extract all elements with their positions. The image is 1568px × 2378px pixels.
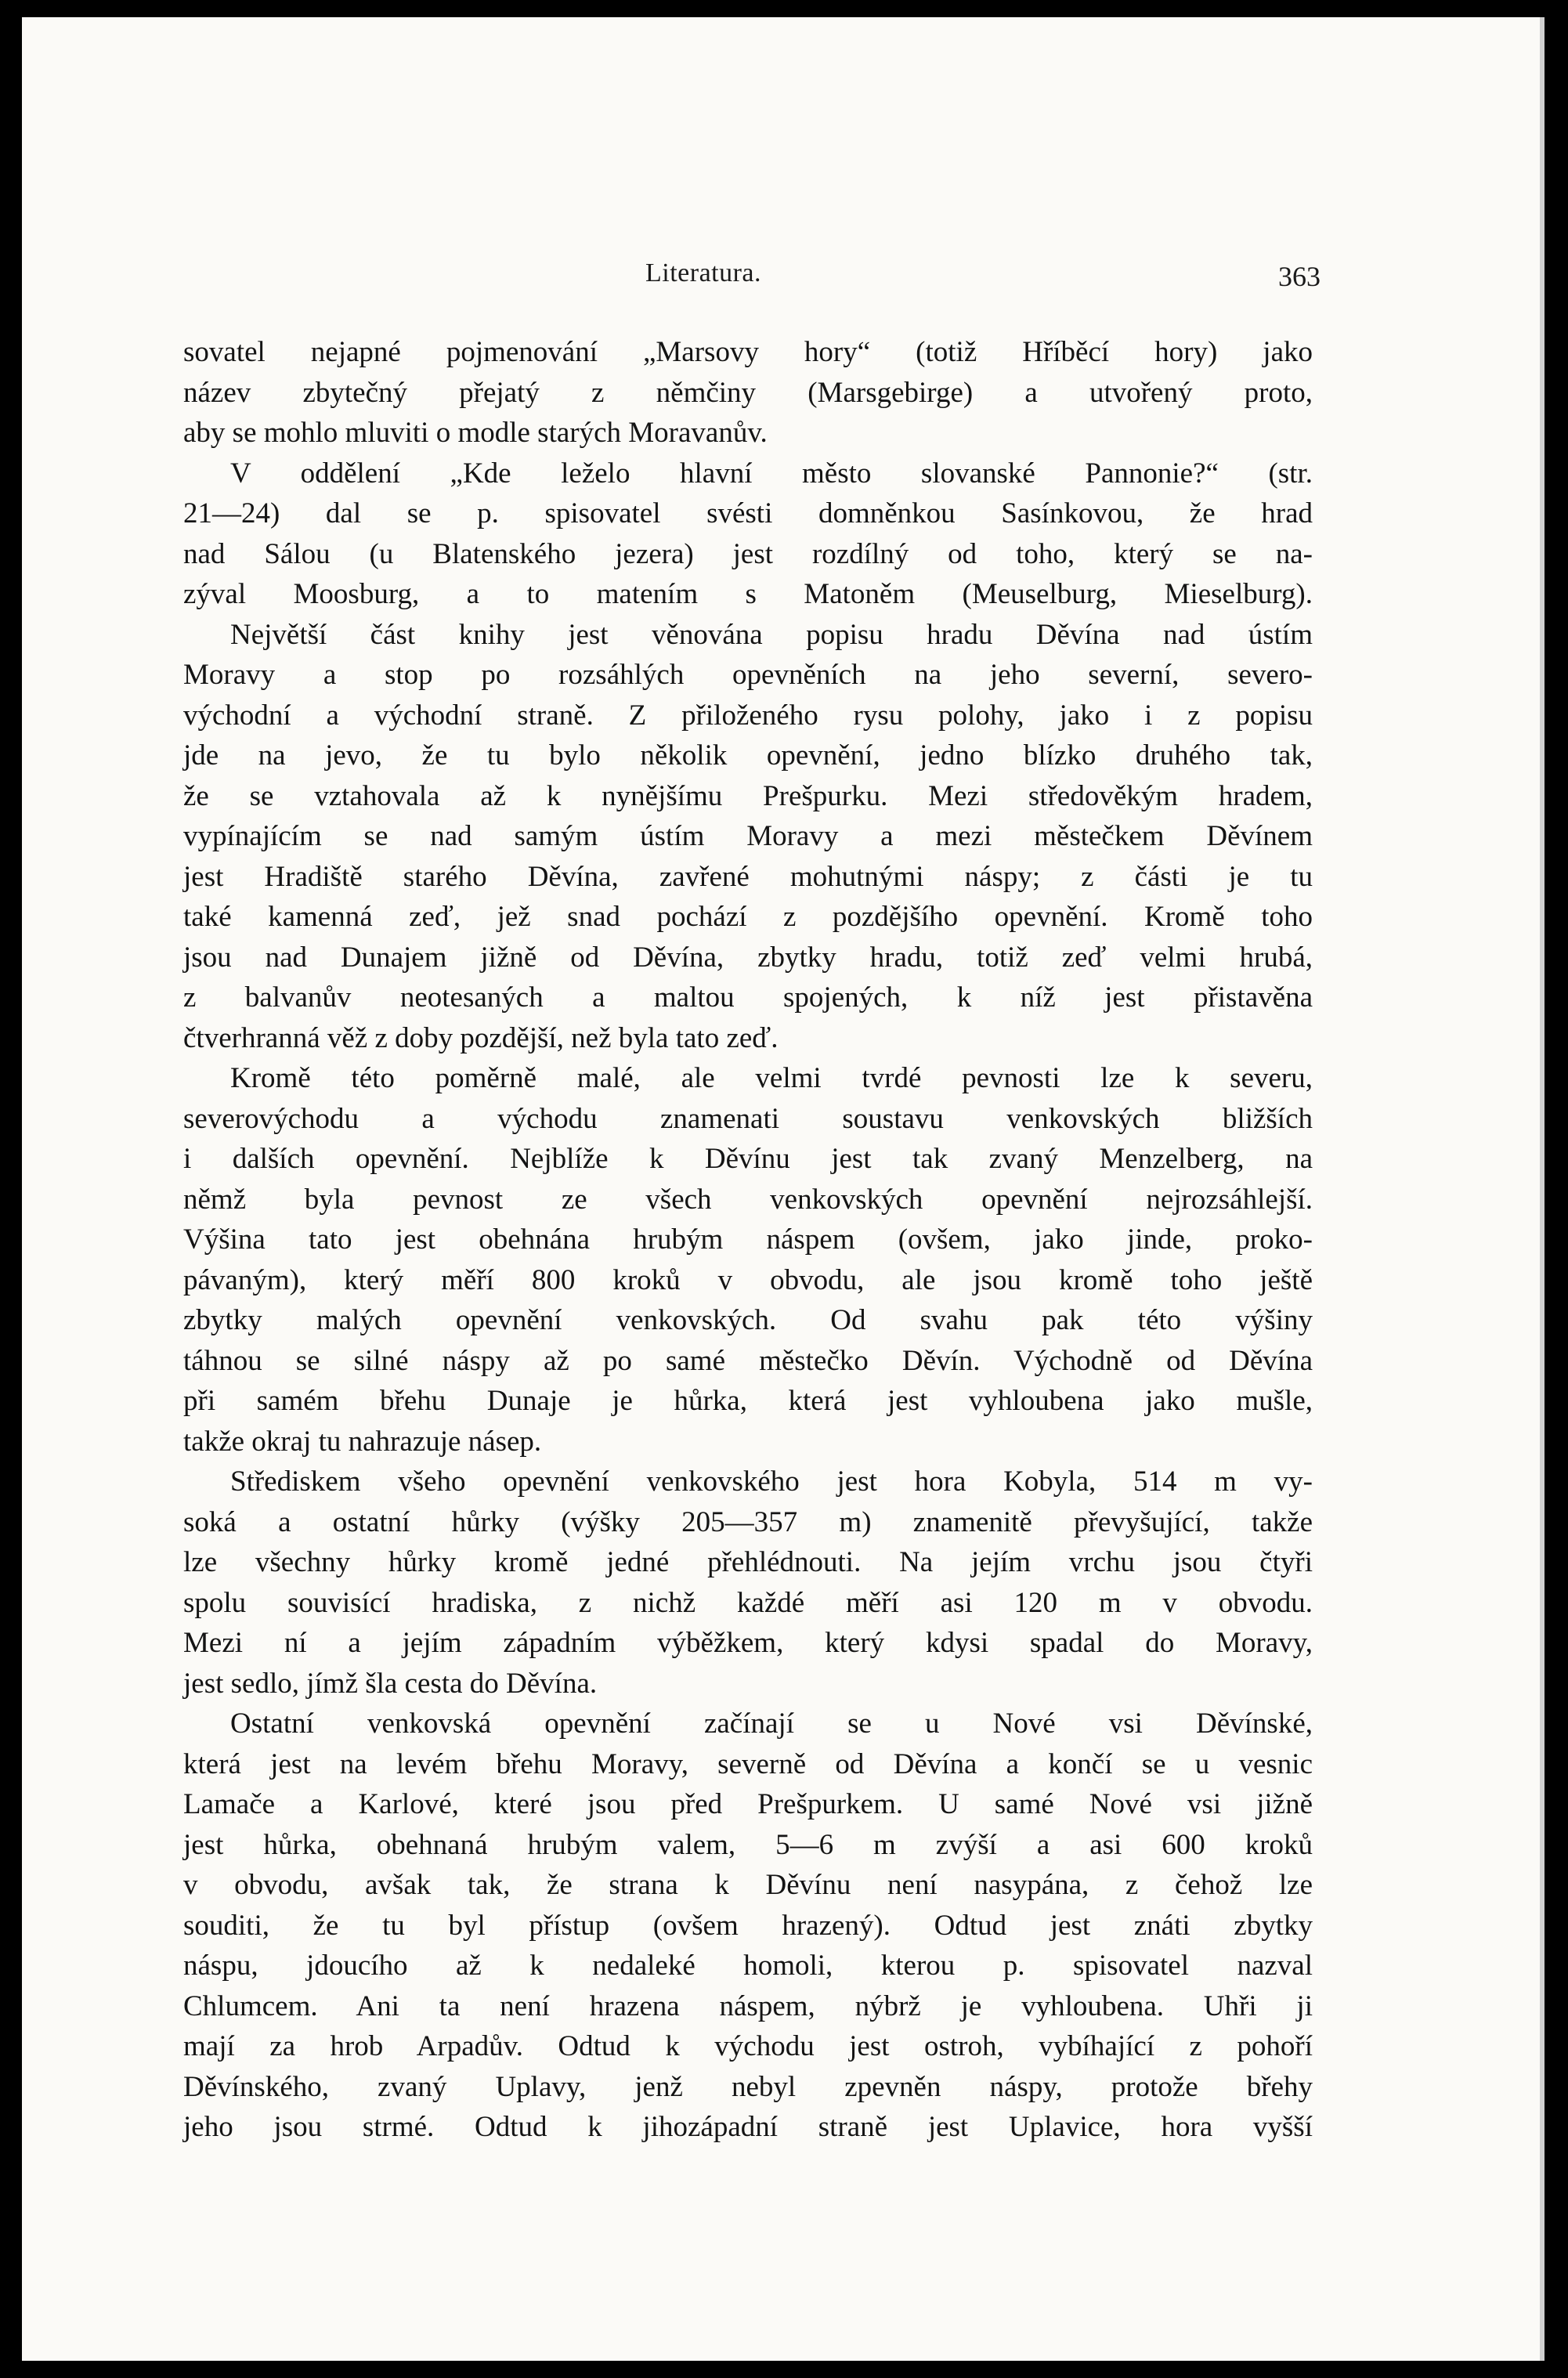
text-line: nad Sálou (u Blatenského jezera) jest rozdílný od toho, který se na- xyxy=(183,537,1313,570)
text-line: že se vztahovala až k nynějšímu Prešpurku. Mezi středověkým hradem, xyxy=(183,779,1313,812)
text-line: táhnou se silné náspy až po samé městečko Děvín. Východně od Děvína xyxy=(183,1344,1313,1377)
text-line: i dalších opevnění. Nejblíže k Děvínu jest tak zvaný Menzelberg, na xyxy=(183,1143,1313,1175)
text-line: 21—24) dal se p. spisovatel svésti domněnkou Sasínkovou, že hrad xyxy=(183,497,1313,529)
text-line: souditi, že tu byl přístup (ovšem hrazený). Odtud jest znáti zbytky xyxy=(183,1909,1313,1942)
text-line: Největší část knihy jest věnována popisu hradu Děvína nad ústím xyxy=(230,618,1313,651)
text-line: zbytky malých opevnění venkovských. Od svahu pak této výšiny xyxy=(183,1304,1313,1336)
text-line: Výšina tato jest obehnána hrubým náspem (ovšem, jako jinde, proko- xyxy=(183,1223,1313,1256)
text-line: pávaným), který měří 800 kroků v obvodu, ale jsou kromě toho ještě xyxy=(183,1263,1313,1296)
text-line: čtverhranná věž z doby pozdější, než byla tato zeď. xyxy=(183,1021,779,1054)
text-line: Kromě této poměrně malé, ale velmi tvrdé pevnosti lze k severu, xyxy=(230,1062,1313,1094)
text-line: jeho jsou strmé. Odtud k jihozápadní straně jest Uplavice, hora vyšší xyxy=(183,2111,1313,2143)
text-line: vypínajícím se nad samým ústím Moravy a mezi městečkem Děvínem xyxy=(183,820,1313,852)
text-line: mají za hrob Arpadův. Odtud k východu jest ostroh, vybíhající z pohoří xyxy=(183,2030,1313,2062)
text-line: Střediskem všeho opevnění venkovského jest hora Kobyla, 514 m vy- xyxy=(230,1465,1313,1498)
text-line: jde na jevo, že tu bylo několik opevnění, jedno blízko druhého tak, xyxy=(183,739,1313,772)
text-line: spolu souvisící hradiska, z nichž každé měří asi 120 m v obvodu. xyxy=(183,1586,1313,1619)
text-line: jest hůrka, obehnaná hrubým valem, 5—6 m zvýší a asi 600 kroků xyxy=(183,1828,1313,1861)
text-line: Ostatní venkovská opevnění začínají se u Nové vsi Děvínské, xyxy=(230,1708,1313,1740)
text-line: náspu, jdoucího až k nedaleké homoli, kterou p. spisovatel nazval xyxy=(183,1950,1313,1982)
document-page xyxy=(22,17,1545,2361)
text-line: takže okraj tu nahrazuje násep. xyxy=(183,1425,542,1458)
text-line: Lamače a Karlové, které jsou před Prešpurkem. U samé Nové vsi jižně xyxy=(183,1788,1313,1820)
body-text xyxy=(183,332,1313,2148)
text-line: také kamenná zeď, jež snad pochází z pozdějšího opevnění. Kromě toho xyxy=(183,901,1313,933)
text-line: němž byla pevnost ze všech venkovských opevnění nejrozsáhlejší. xyxy=(183,1183,1313,1216)
text-line: V oddělení „Kde leželo hlavní město slovanské Pannonie?“ (str. xyxy=(230,457,1313,490)
text-line: z balvanův neotesaných a maltou spojených, k níž jest přistavěna xyxy=(183,981,1313,1014)
page-number: 363 xyxy=(1278,261,1321,292)
text-line: jest Hradiště starého Děvína, zavřené mohutnými náspy; z části je tu xyxy=(183,860,1313,893)
text-line: Mezi ní a jejím západním výběžkem, který kdysi spadal do Moravy, xyxy=(183,1627,1313,1659)
text-line: lze všechny hůrky kromě jedné přehlédnouti. Na jejím vrchu jsou čtyři xyxy=(183,1546,1313,1578)
text-line: v obvodu, avšak tak, že strana k Děvínu není nasypána, z čehož lze xyxy=(183,1869,1313,1901)
text-line: Děvínského, zvaný Uplavy, jenž nebyl zpevněn náspy, protože břehy xyxy=(183,2070,1313,2103)
text-line: Chlumcem. Ani ta není hrazena náspem, nýbrž je vyhloubena. Uhři ji xyxy=(183,1989,1313,2022)
text-line: aby se mohlo mluviti o modle starých Moravanův. xyxy=(183,417,768,449)
text-line: jsou nad Dunajem jižně od Děvína, zbytky hradu, totiž zeď velmi hrubá, xyxy=(183,941,1313,974)
text-line: sovatel nejapné pojmenování „Marsovy hory“ (totiž Hříběcí hory) jako xyxy=(183,336,1313,368)
text-line: severovýchodu a východu znamenati soustavu venkovských bližších xyxy=(183,1102,1313,1135)
text-line: východní a východní straně. Z přiloženého rysu polohy, jako i z popisu xyxy=(183,699,1313,732)
text-line: jest sedlo, jímž šla cesta do Děvína. xyxy=(183,1667,598,1700)
page-header xyxy=(22,258,1540,293)
text-line: soká a ostatní hůrky (výšky 205—357 m) znamenitě převyšující, takže xyxy=(183,1505,1313,1538)
text-line: zýval Moosburg, a to matením s Matoněm (Meuselburg, Mieselburg). xyxy=(183,578,1313,610)
text-line: při samém břehu Dunaje je hůrka, která jest vyhloubena jako mušle, xyxy=(183,1385,1313,1417)
text-line: název zbytečný přejatý z němčiny (Marsgebirge) a utvořený proto, xyxy=(183,376,1313,409)
text-line: která jest na levém břehu Moravy, severně od Děvína a končí se u vesnic xyxy=(183,1747,1313,1780)
running-title: Literatura. xyxy=(645,258,762,287)
text-line: Moravy a stop po rozsáhlých opevněních na jeho severní, severo- xyxy=(183,659,1313,691)
